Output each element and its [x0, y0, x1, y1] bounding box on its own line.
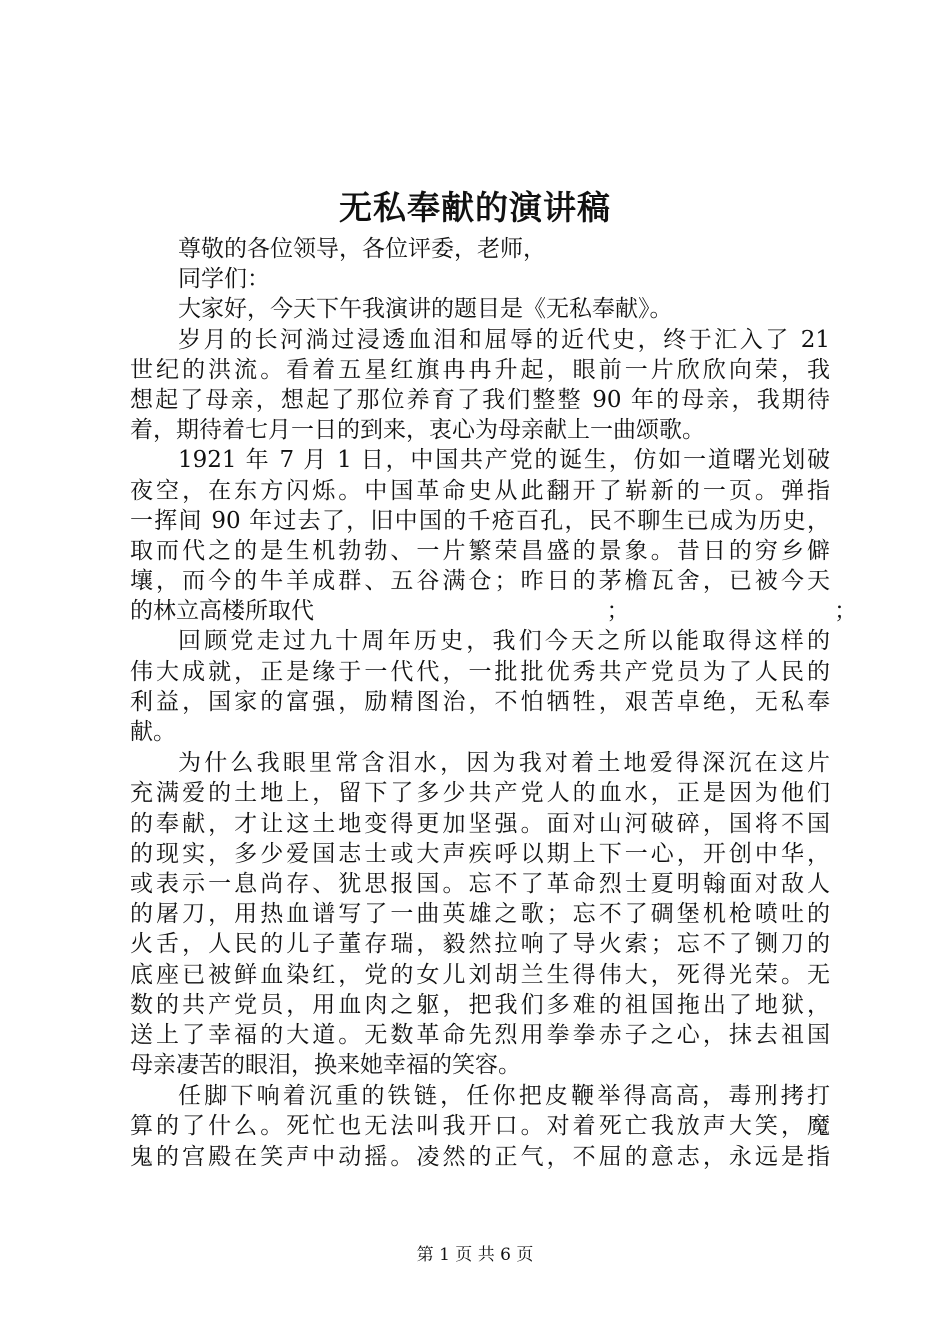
paragraph-line: 的屠刀，用热血谱写了一曲英雄之歌；忘不了碉堡机枪喷吐的	[130, 901, 830, 928]
paragraph-line: 壤，而今的牛羊成群、五谷满仓；昨日的茅檐瓦舍，已被今天	[130, 568, 830, 595]
paragraph-line: 夜空，在东方闪烁。中国革命史从此翻开了崭新的一页。弹指	[130, 477, 830, 504]
paragraph-line: 大家好，今天下午我演讲的题目是《无私奉献》。	[178, 296, 673, 323]
paragraph-line: 伟大成就，正是缘于一代代，一批批优秀共产党员为了人民的	[130, 658, 830, 685]
paragraph-line: 的现实，多少爱国志士或大声疾呼以期上下一心，开创中华，	[130, 840, 830, 867]
paragraph-line: 回顾党走过九十周年历史，我们今天之所以能取得这样的	[178, 628, 830, 655]
paragraph-line: 数的共产党员，用血肉之躯，把我们多难的祖国拖出了地狱，	[130, 991, 830, 1018]
paragraph-line: 着，期待着七月一日的到来，衷心为母亲献上一曲颂歌。	[130, 417, 705, 444]
paragraph-line: 尊敬的各位领导，各位评委，老师，	[178, 236, 546, 262]
paragraph-line: 为什么我眼里常含泪水，因为我对着土地爱得深沉在这片	[178, 750, 830, 777]
paragraph-line: 鬼的宫殿在笑声中动摇。凌然的正气，不屈的意志，永远是指	[130, 1143, 830, 1170]
paragraph-line: 火舌，人民的儿子董存瑞，毅然拉响了导火索；忘不了铡刀的	[130, 931, 830, 958]
paragraph-line: 一挥间 90 年过去了，旧中国的千疮百孔，民不聊生已成为历史，	[130, 507, 830, 534]
paragraph-line: 底座已被鲜血染红，党的女儿刘胡兰生得伟大，死得光荣。无	[130, 961, 830, 988]
paragraph-line: 的林立高楼所取代 ； ；	[130, 598, 858, 625]
document-title: 无私奉献的演讲稿	[339, 188, 611, 227]
page-footer: 第 1 页 共 6 页	[416, 1245, 534, 1265]
paragraph-line: 任脚下响着沉重的铁链，任你把皮鞭举得高高，毒刑拷打	[178, 1083, 830, 1110]
paragraph-line: 算的了什么。死忙也无法叫我开口。对着死亡我放声大笑，魔	[130, 1113, 830, 1140]
paragraph-line: 想起了母亲，想起了那位养育了我们整整 90 年的母亲，我期待	[130, 386, 830, 413]
paragraph-line: 充满爱的土地上，留下了多少共产党人的血水，正是因为他们	[130, 780, 830, 807]
paragraph-line: 同学们：	[178, 266, 270, 293]
document-body	[130, 234, 858, 1172]
paragraph-line: 送上了幸福的大道。无数革命先烈用拳拳赤子之心，抹去祖国	[130, 1021, 830, 1048]
paragraph-line: 1921 年 7 月 1 日，中国共产党的诞生，仿如一道曙光划破	[178, 447, 830, 474]
paragraph-line: 取而代之的是生机勃勃、一片繁荣昌盛的景象。昔日的穷乡僻	[130, 537, 830, 564]
paragraph-line: 母亲凄苦的眼泪，换来她幸福的笑容。	[130, 1052, 521, 1079]
paragraph-line: 的奉献，才让这土地变得更加坚强。面对山河破碎，国将不国	[130, 810, 830, 837]
paragraph-line: 利益，国家的富强，励精图治，不怕牺牲，艰苦卓绝，无私奉	[130, 688, 830, 715]
paragraph-line: 世纪的洪流。看着五星红旗冉冉升起，眼前一片欣欣向荣，我	[130, 356, 830, 383]
paragraph-line: 或表示一息尚存、犹思报国。忘不了革命烈士夏明翰面对敌人	[130, 870, 830, 897]
paragraph-line: 献。	[130, 719, 176, 745]
paragraph-line: 岁月的长河淌过浸透血泪和屈辱的近代史，终于汇入了 21	[178, 326, 830, 353]
